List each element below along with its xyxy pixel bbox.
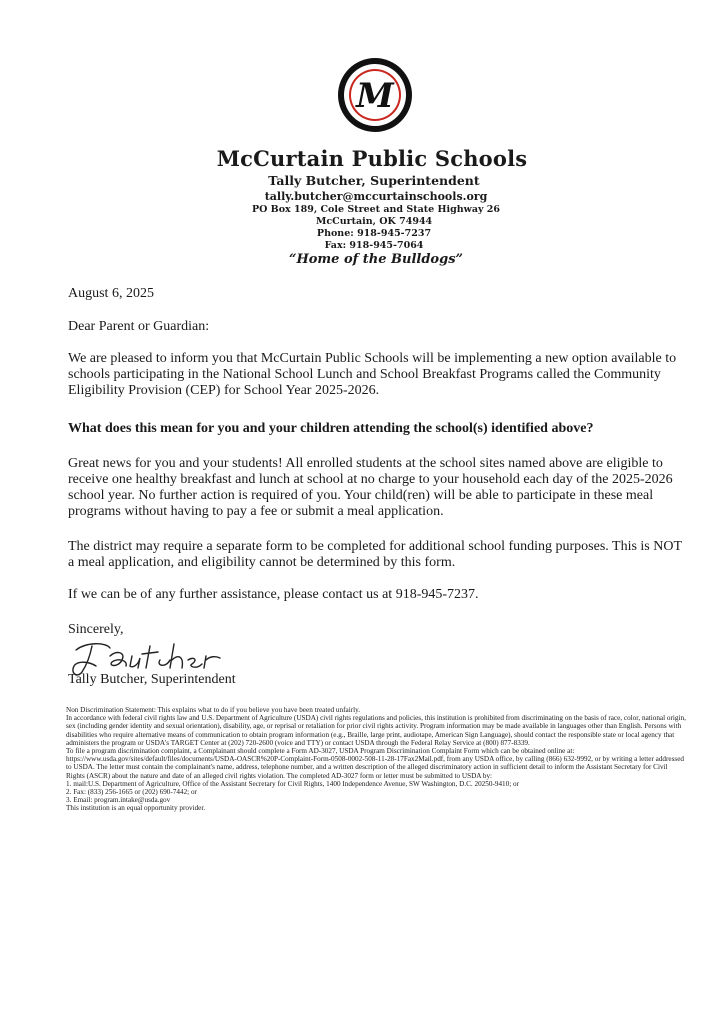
city-line: McCurtain, OK 74944 xyxy=(315,216,433,227)
question-heading: What does this mean for you and your children attending the school(s) identified above? xyxy=(68,421,594,436)
nd-item-1: 1. mail:U.S. Department of Agriculture, Office of the Assistant Secretary for Civil Rights, 1400 Independence Avenue, SW Washington, D.C. 20250-9410; or xyxy=(66,779,520,788)
nondiscrimination-statement xyxy=(66,706,688,813)
school-logo xyxy=(337,57,413,133)
paragraph-3: The district may require a separate form to be completed for additional school funding purposes. This is NOT a meal application, and eligibility cannot be determined by this form. xyxy=(68,539,682,570)
nd-item-2: 2. Fax: (833) 256-1665 or (202) 690-7442; or xyxy=(66,788,197,797)
nd-body-1: In accordance with federal civil rights law and U.S. Department of Agriculture (USDA) civil rights regulations and policies, this institution is prohibited from discriminating on the basis of race, color, national origin, sex (including gender identity and sexual orientation), disability, age, or reprisal or retaliation for prior civil rights activity. Program information may be made available in languages other than English. Persons with disabilities who require alternative means of communication to obtain program information (e.g., Braille, large print, audiotape, American Sign Language), should contact the responsible state or local agency that administers the program or USDA's TARGET Center at (202) 720-2600 (voice and TTY) or contact USDA through the Federal Relay Service at (800) 877-8339. xyxy=(66,714,686,747)
motto-line: “Home of the Bulldogs” xyxy=(289,252,463,267)
fax-line: Fax: 918-945-7064 xyxy=(324,240,424,251)
logo-letter: M xyxy=(356,76,394,116)
paragraph-4: If we can be of any further assistance, please contact us at 918-945-7237. xyxy=(68,587,479,602)
phone-line: Phone: 918-945-7237 xyxy=(316,228,432,239)
nd-title: Non Discrimination Statement: This explains what to do if you believe you have been treated unfairly. xyxy=(66,706,361,714)
letter-date: August 6, 2025 xyxy=(68,286,154,301)
nd-footer: This institution is an equal opportunity provider. xyxy=(66,804,206,813)
salutation: Dear Parent or Guardian: xyxy=(68,319,210,334)
school-name: McCurtain Public Schools xyxy=(216,146,528,171)
signer-name: Tally Butcher, Superintendent xyxy=(68,672,236,687)
nd-item-3: 3. Email: program.intake@usda.gov xyxy=(66,796,171,805)
superintendent-line: Tally Butcher, Superintendent xyxy=(268,173,480,188)
address-line: PO Box 189, Cole Street and State Highway 26 xyxy=(251,204,501,215)
paragraph-1: We are pleased to inform you that McCurtain Public Schools will be implementing a new option available to schools participating in the National School Lunch and School Breakfast Programs called the Community Eligibility Provision (CEP) for School Year 2025-2026. xyxy=(68,351,677,398)
paragraph-2: Great news for you and your students! All enrolled students at the school sites named above are eligible to receive one healthy breakfast and lunch at school at no charge to your household each day of the 2025-2026 school year. No further action is required of you. Your child(ren) will be able to participate in these meal programs without having to pay a fee or submit a meal application. xyxy=(68,456,673,519)
email-line: tally.butcher@mccurtainschools.org xyxy=(264,190,488,203)
nd-body-2: To file a program discrimination complaint, a Complainant should complete a Form AD-3027, USDA Program Discrimination Complaint Form which can be obtained online at: https://www.usda.gov/sites/default/files/documents/USDA-OASCR%20P-Complaint-Form-0508-0002-508-11-28-17Fax2Mail.pdf, from any USDA office, by calling (866) 632-9992, or by writing a letter addressed to USDA. The letter must contain the complainant's name, address, telephone number, and a written description of the alleged discriminatory action in sufficient detail to inform the Assistant Secretary for Civil Rights (ASCR) about the nature and date of an alleged civil rights violation. The completed AD-3027 form or letter must be submitted to USDA by: xyxy=(66,747,684,780)
closing: Sincerely, xyxy=(68,622,124,637)
